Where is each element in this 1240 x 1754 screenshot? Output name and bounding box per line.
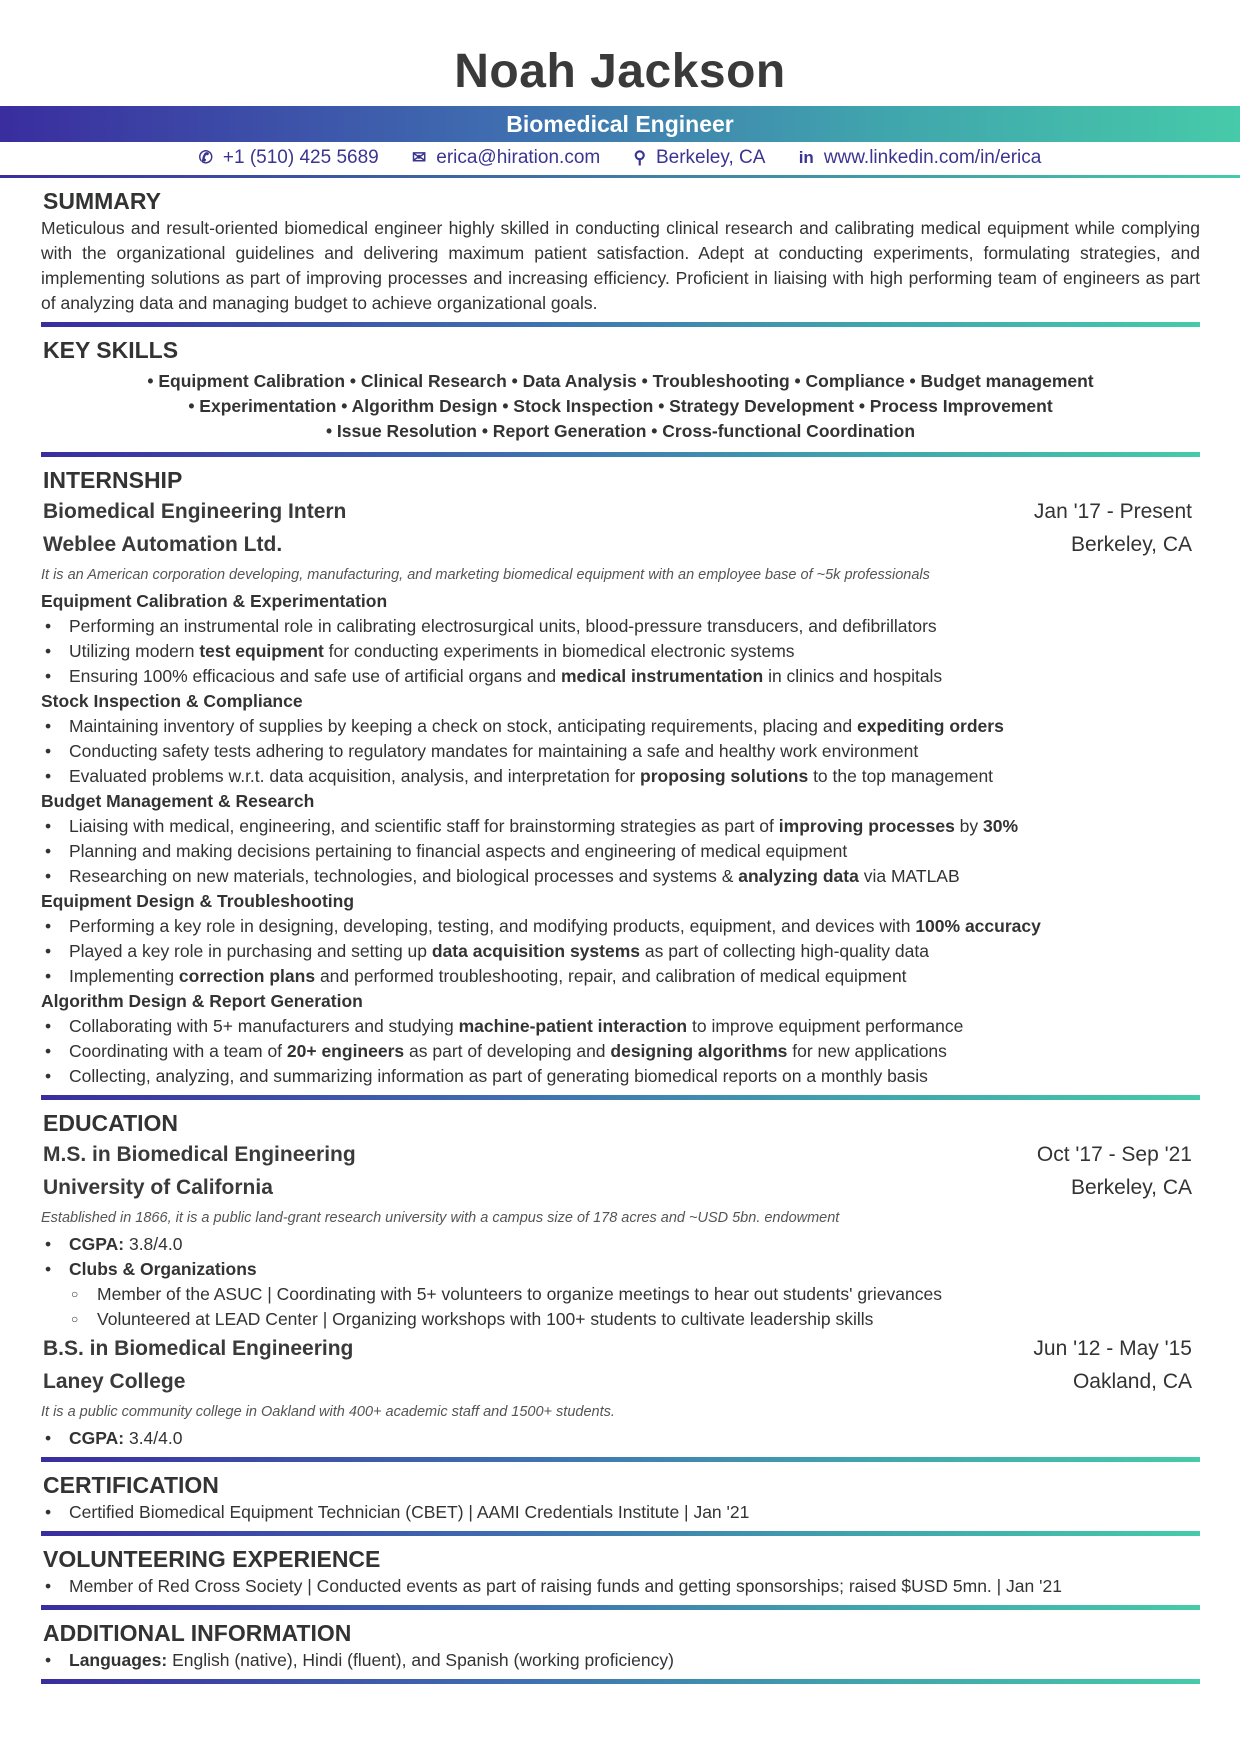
section-divider (41, 322, 1200, 327)
bullet-item (41, 764, 1200, 789)
bullet-item (41, 639, 1200, 664)
header-divider (0, 175, 1240, 178)
summary-section (41, 186, 1200, 316)
cgpa-item (41, 1426, 1200, 1451)
edu-dates: Oct '17 - Sep '21 (1036, 1143, 1192, 1166)
highlight-text: designing algorithms (610, 1041, 788, 1061)
internship-section (41, 465, 1200, 1089)
section-heading: CERTIFICATION (43, 1472, 219, 1498)
bullet-text: Coordinating with a team of (69, 1041, 287, 1061)
group-title: Algorithm Design & Report Generation (41, 991, 363, 1011)
bullet-text: as part of developing and (404, 1041, 611, 1061)
skills-section (41, 335, 1200, 446)
section-heading: EDUCATION (43, 1110, 179, 1136)
contact-phone[interactable] (199, 145, 379, 171)
bullet-text: via MATLAB (858, 866, 960, 886)
bullet-text: Conducting safety tests adhering to regulatory mandates for maintaining a safe and healthy work environment (69, 741, 919, 761)
bullet-text: as part of collecting high-quality data (640, 941, 929, 961)
section-heading: SUMMARY (43, 188, 161, 214)
skills-list (41, 365, 1200, 446)
linkedin-text: www.linkedin.com/in/erica (823, 147, 1042, 168)
bullet-text: to improve equipment performance (687, 1016, 964, 1036)
school-description: Established in 1866, it is a public land-grant research university with a campus size of 178 acres and ~USD 5bn. endowment (41, 1210, 840, 1226)
bullet-text: Evaluated problems w.r.t. data acquisition, analysis, and interpretation for (69, 766, 641, 786)
phone-icon: ✆ (198, 148, 213, 167)
bullet-text: Ensuring 100% efficacious and safe use of artificial organs and (69, 666, 561, 686)
linkedin-icon: in (798, 148, 814, 167)
section-heading: VOLUNTEERING EXPERIENCE (43, 1546, 381, 1572)
section-divider (41, 1095, 1200, 1100)
bullet-text: Planning and making decisions pertaining to financial aspects and engineering of medical equipment (69, 841, 848, 861)
job-title-banner: Biomedical Engineer (0, 106, 1240, 142)
highlight-text: 100% accuracy (915, 916, 1041, 936)
group-title: Equipment Design & Troubleshooting (41, 891, 355, 911)
cgpa-value: 3.8/4.0 (124, 1234, 183, 1254)
email-text: erica@hiration.com (436, 147, 601, 168)
highlight-text: machine-patient interaction (458, 1016, 688, 1036)
bullet-item (41, 664, 1200, 689)
contact-location (634, 145, 766, 171)
responsibility-groups (41, 589, 1200, 1089)
additional-section (41, 1618, 1200, 1673)
envelope-icon: ✉ (412, 148, 427, 167)
highlight-text: expediting orders (856, 716, 1004, 736)
bullet-item (41, 839, 1200, 864)
job-role: Biomedical Engineering Intern (43, 500, 347, 523)
degree: B.S. in Biomedical Engineering (43, 1337, 354, 1360)
bullet-item (41, 814, 1200, 839)
section-heading: ADDITIONAL INFORMATION (43, 1620, 352, 1646)
company-name: Weblee Automation Ltd. (43, 533, 283, 556)
degree: M.S. in Biomedical Engineering (43, 1143, 356, 1166)
languages-item (41, 1648, 1200, 1673)
education-section (41, 1108, 1200, 1451)
section-divider (41, 1457, 1200, 1462)
bullet-text: Performing an instrumental role in calibrating electrosurgical units, blood-pressure transducers, and defibrillators (69, 616, 937, 636)
group-title: Budget Management & Research (41, 791, 315, 811)
edu-location: Berkeley, CA (1071, 1176, 1192, 1199)
highlight-text: improving processes (778, 816, 955, 836)
bullet-text: Maintaining inventory of supplies by keeping a check on stock, anticipating requirements, placing and (69, 716, 857, 736)
clubs-item (41, 1257, 1200, 1282)
clubs-label: Clubs & Organizations (69, 1259, 257, 1279)
bullet-item (41, 914, 1200, 939)
phone-text: +1 (510) 425 5689 (222, 147, 379, 168)
cgpa-item (41, 1232, 1200, 1257)
bullet-text: Played a key role in purchasing and setting up (69, 941, 432, 961)
school-description: It is a public community college in Oakland with 400+ academic staff and 1500+ students. (41, 1404, 615, 1420)
club-item: ○ Member of the ASUC | Coordinating with 5+ volunteers to organize meetings to hear out students' grievances (41, 1282, 1200, 1307)
bullet-item (41, 739, 1200, 764)
bullet-item (41, 614, 1200, 639)
group-title: Equipment Calibration & Experimentation (41, 591, 388, 611)
section-divider (41, 1605, 1200, 1610)
bullet-text: Performing a key role in designing, developing, testing, and modifying products, equipment, and devices with (69, 916, 916, 936)
volunteering-item: • Member of Red Cross Society | Conducted events as part of raising funds and getting sponsorships; raised $USD 5mn. | Jan '21 (41, 1574, 1200, 1599)
edu-location: Oakland, CA (1072, 1370, 1192, 1393)
bullet-item (41, 1014, 1200, 1039)
school: Laney College (43, 1370, 186, 1393)
volunteering-section (41, 1544, 1200, 1599)
bullet-text: for new applications (787, 1041, 947, 1061)
bullet-text: Collecting, analyzing, and summarizing information as part of generating biomedical reports on a monthly basis (69, 1066, 928, 1086)
company-description: It is an American corporation developing, manufacturing, and marketing biomedical equipment with an employee base of ~5k professionals (41, 567, 930, 583)
bullet-item (41, 939, 1200, 964)
languages-label: Languages: (69, 1650, 168, 1670)
club-item: ○ Volunteered at LEAD Center | Organizing workshops with 100+ students to cultivate leadership skills (41, 1307, 1200, 1332)
highlight-text: analyzing data (738, 866, 859, 886)
bullet-text: for conducting experiments in biomedical electronic systems (323, 641, 795, 661)
bullet-text: by (954, 816, 984, 836)
certification-section (41, 1470, 1200, 1525)
bullet-item (41, 864, 1200, 889)
summary-text: Meticulous and result-oriented biomedical engineer highly skilled in conducting clinical research and calibrating medical equipment while complying with the organizational guidelines and delivering maximum patient satisfaction. Adept at conducting experiments, formulating strategies, and implementing solutions as part of improving processes and increasing efficiency. Proficient in liaising with high performing team of engineers as part of analyzing data and managing budget to achieve organizational goals. (41, 218, 1200, 313)
skills-line: • Equipment Calibration • Clinical Research • Data Analysis • Troubleshooting • Compliance • Budget management (147, 371, 1094, 391)
candidate-name: Noah Jackson (454, 45, 786, 98)
section-divider (41, 452, 1200, 457)
resume-body (41, 186, 1200, 1692)
bullet-item (41, 964, 1200, 989)
job-dates: Jan '17 - Present (1033, 500, 1192, 523)
bullet-text: to the top management (808, 766, 994, 786)
bullet-text: in clinics and hospitals (763, 666, 943, 686)
section-divider (41, 1679, 1200, 1684)
bullet-text: and performed troubleshooting, repair, and calibration of medical equipment (315, 966, 907, 986)
contact-linkedin[interactable] (799, 145, 1042, 171)
job-location: Berkeley, CA (1071, 533, 1192, 556)
bullet-item (41, 1039, 1200, 1064)
school: University of California (43, 1176, 273, 1199)
skills-line: • Experimentation • Algorithm Design • Stock Inspection • Strategy Development • Process Improvement (188, 396, 1053, 416)
highlight-text: 30% (983, 816, 1019, 836)
location-text: Berkeley, CA (655, 147, 766, 168)
bullet-item (41, 1064, 1200, 1089)
bullet-text: Collaborating with 5+ manufacturers and studying (69, 1016, 459, 1036)
contact-email[interactable] (412, 145, 600, 171)
highlight-text: proposing solutions (640, 766, 809, 786)
bullet-item (41, 714, 1200, 739)
highlight-text: 20+ engineers (286, 1041, 405, 1061)
contact-bar (0, 145, 1240, 171)
section-divider (41, 1531, 1200, 1536)
cgpa-label: CGPA: (69, 1234, 125, 1254)
languages-value: English (native), Hindi (fluent), and Spanish (working proficiency) (167, 1650, 674, 1670)
skills-line: • Issue Resolution • Report Generation • Cross-functional Coordination (325, 421, 916, 441)
cgpa-label: CGPA: (69, 1428, 125, 1448)
cgpa-value: 3.4/4.0 (124, 1428, 183, 1448)
highlight-text: correction plans (178, 966, 316, 986)
section-heading: KEY SKILLS (43, 337, 179, 363)
map-pin-icon: ⚲ (633, 148, 646, 167)
edu-dates: Jun '12 - May '15 (1033, 1337, 1192, 1360)
bullet-text: Researching on new materials, technologies, and biological processes and systems & (69, 866, 739, 886)
highlight-text: data acquisition systems (431, 941, 641, 961)
highlight-text: medical instrumentation (560, 666, 764, 686)
bullet-text: Implementing (69, 966, 179, 986)
highlight-text: test equipment (199, 641, 324, 661)
group-title: Stock Inspection & Compliance (41, 691, 303, 711)
certification-item: • Certified Biomedical Equipment Technician (CBET) | AAMI Credentials Institute | Jan '21 (41, 1500, 1200, 1525)
bullet-text: Liaising with medical, engineering, and scientific staff for brainstorming strategies as part of (69, 816, 779, 836)
section-heading: INTERNSHIP (43, 467, 183, 493)
bullet-text: Utilizing modern (69, 641, 200, 661)
